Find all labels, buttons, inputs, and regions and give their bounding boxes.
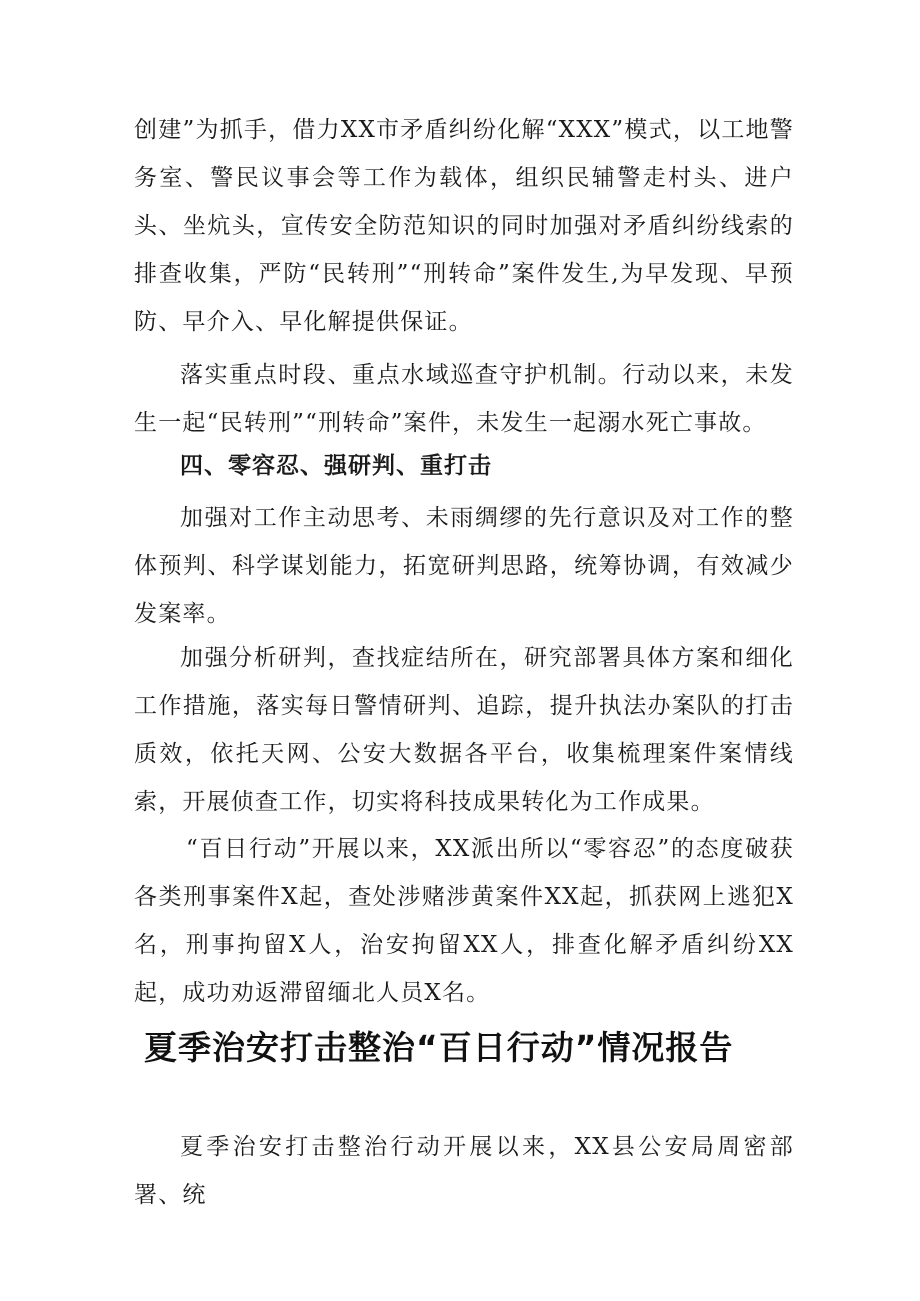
report-title: 夏季治安打击整治“百日行动”情况报告	[144, 1028, 734, 1067]
section-heading-4: 四、零容忍、强研判、重打击	[180, 453, 492, 479]
body-paragraph-3: 加强对工作主动思考、未雨绸缪的先行意识及对工作的整体预判、科学谋划能力，拓宽研判思路，统筹协调，有效减少发案率。	[134, 505, 794, 627]
body-paragraph-1: 创建”为抓手，借力XX市矛盾纠纷化解“XXX”模式，以工地警务室、警民议事会等工作为载体，组织民辅警走村头、进户头、坐炕头，宣传安全防范知识的同时加强对矛盾纠纷线索的排查收集，严防“民转刑”“刑转命”案件发生,为早发现、早预防、早介入、早化解提供保证。	[134, 117, 794, 335]
body-paragraph-5: “百日行动”开展以来，XX派出所以“零容忍”的态度破获各类刑事案件X起，查处涉赌涉黄案件XX起，抓获网上逃犯X名，刑事拘留X人，治安拘留XX人，排查化解矛盾纠纷XX起，成功劝返滞留缅北人员X名。	[134, 836, 794, 1006]
body-paragraph-6: 夏季治安打击整治行动开展以来，XX县公安局周密部署、统	[134, 1134, 794, 1208]
body-paragraph-2: 落实重点时段、重点水域巡查守护机制。行动以来，未发生一起“民转刑”“刑转命”案件，未发生一起溺水死亡事故。	[134, 362, 794, 436]
body-paragraph-4: 加强分析研判，查找症结所在，研究部署具体方案和细化工作措施，落实每日警情研判、追踪，提升执法办案队的打击质效，依托天网、公安大数据各平台，收集梳理案件案情线索，开展侦查工作，切实将科技成果转化为工作成果。	[134, 645, 794, 815]
